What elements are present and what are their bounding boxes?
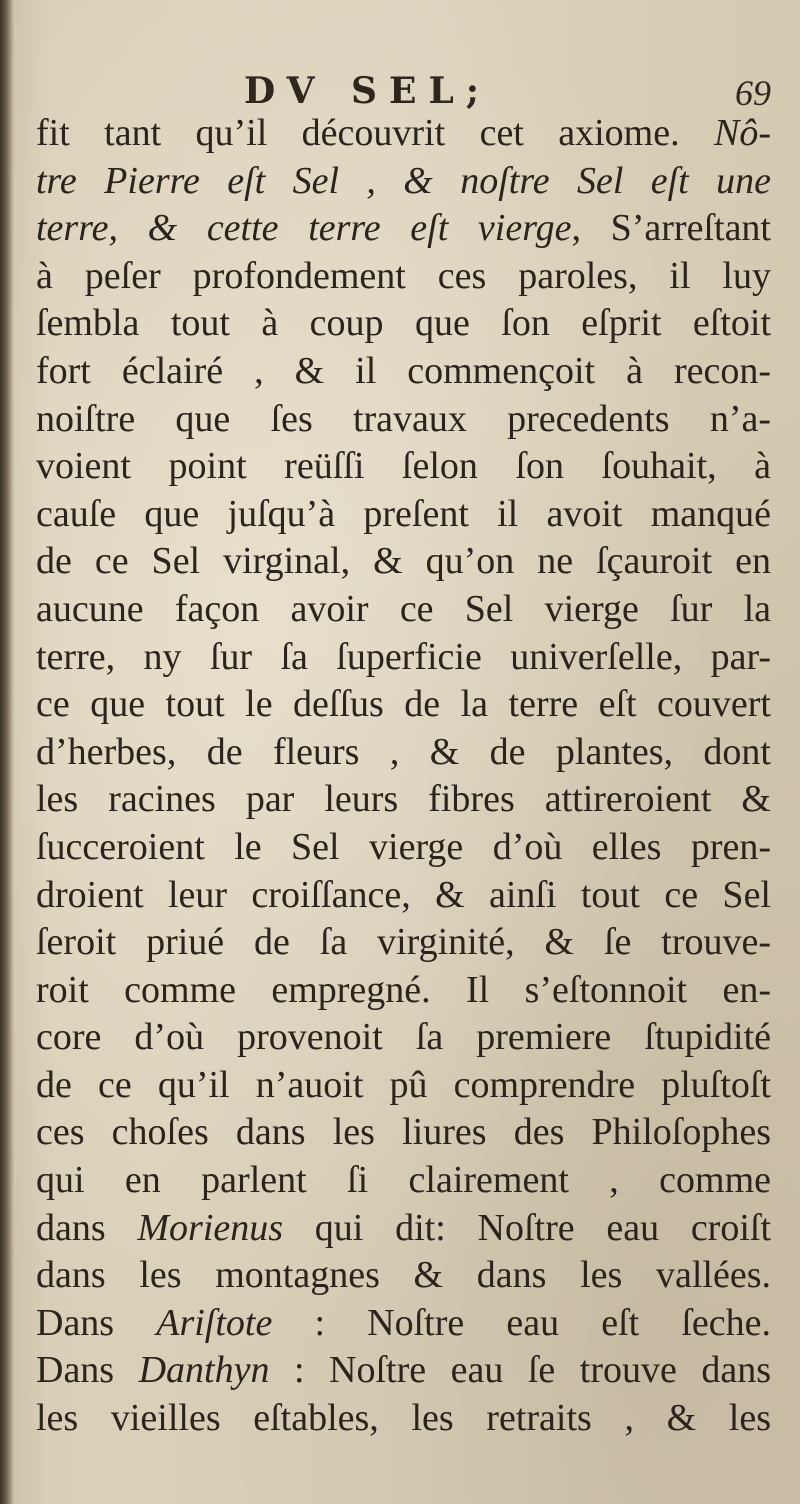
text-segment: qui en parlent ſi clairement , comme xyxy=(36,1159,771,1202)
text-line xyxy=(36,205,771,253)
text-segment: core d’où provenoit ſa premiere ſtupidité xyxy=(36,1016,771,1059)
italic-segment: tre Pierre eſt Sel , & noſtre Sel eſt une xyxy=(36,159,771,202)
text-line xyxy=(36,1300,771,1348)
text-line xyxy=(36,681,771,729)
text-segment: les vieilles eſtables, les retraits , & les xyxy=(36,1397,771,1440)
text-line xyxy=(36,1205,771,1253)
running-title: DV SEL; xyxy=(244,70,492,112)
binding-gutter xyxy=(0,0,14,1504)
text-line xyxy=(36,110,771,158)
text-segment: : Noſtre eau eſt ſeche. xyxy=(272,1301,771,1344)
text-segment: ſeroit priué de ſa virginité, & ſe trouve- xyxy=(36,921,771,964)
text-segment: dans xyxy=(36,1206,138,1249)
body-text xyxy=(36,110,771,1443)
text-segment: fort éclairé , & il commençoit à recon- xyxy=(36,349,771,392)
text-line xyxy=(36,348,771,396)
text-line xyxy=(36,443,771,491)
text-segment: droient leur croiſſance, & ainſi tout ce Sel xyxy=(36,873,771,916)
text-line xyxy=(36,1347,771,1395)
text-line xyxy=(36,776,771,824)
text-segment: les racines par leurs fibres attireroient & xyxy=(36,778,771,821)
text-line xyxy=(36,538,771,586)
text-segment: Dans xyxy=(36,1301,157,1344)
text-line xyxy=(36,300,771,348)
text-line xyxy=(36,1252,771,1300)
italic-segment: terre, & cette terre eſt vierge xyxy=(36,207,572,250)
text-line xyxy=(36,729,771,777)
text-segment: ce que tout le deſſus de la terre eſt couvert xyxy=(36,683,771,726)
text-line xyxy=(36,1062,771,1110)
text-line xyxy=(36,872,771,920)
page-number: 69 xyxy=(735,73,771,113)
text-segment: noiſtre que ſes travaux precedents n’a- xyxy=(36,397,771,440)
text-line xyxy=(36,967,771,1015)
text-segment: ſembla tout à coup que ſon eſprit eſtoit xyxy=(36,302,771,345)
text-segment: Dans xyxy=(36,1349,139,1392)
text-line xyxy=(36,1395,771,1443)
text-line xyxy=(36,1157,771,1205)
italic-segment: Danthyn xyxy=(138,1349,270,1392)
text-segment: de ce qu’il n’auoit pû comprendre pluſtoſt xyxy=(36,1063,771,1106)
text-segment: roit comme empregné. Il s’eſtonnoit en- xyxy=(36,968,771,1011)
text-line xyxy=(36,253,771,301)
text-segment: voient point reüſſi ſelon ſon ſouhait, à xyxy=(36,445,771,488)
text-line xyxy=(36,634,771,682)
italic-segment: Nô- xyxy=(714,112,771,154)
text-segment: : Noſtre eau ſe trouve dans xyxy=(269,1349,771,1392)
text-line xyxy=(36,1109,771,1157)
text-segment: terre, ny ſur ſa ſuperficie univerſelle, par- xyxy=(36,635,771,678)
text-segment: fit tant qu’il découvrit cet axiome. xyxy=(36,112,714,154)
text-line xyxy=(36,491,771,539)
text-line xyxy=(36,158,771,206)
text-segment: d’herbes, de fleurs , & de plantes, dont xyxy=(36,730,771,773)
text-segment: qui dit: Noſtre eau croiſt xyxy=(283,1206,771,1249)
text-line xyxy=(36,824,771,872)
text-segment: ces choſes dans les liures des Philoſophes xyxy=(36,1111,771,1154)
text-line xyxy=(36,1014,771,1062)
text-line xyxy=(36,396,771,444)
text-line xyxy=(36,586,771,634)
text-segment: ſucceroient le Sel vierge d’où elles pren- xyxy=(36,825,771,868)
text-segment: aucune façon avoir ce Sel vierge ſur la xyxy=(36,587,771,630)
text-segment: à peſer profondement ces paroles, il luy xyxy=(36,254,771,297)
text-segment: dans les montagnes & dans les vallées. xyxy=(36,1254,771,1297)
text-segment: , S’arreſtant xyxy=(571,207,771,250)
italic-segment: Ariſtote xyxy=(156,1301,273,1344)
text-line xyxy=(36,919,771,967)
text-segment: de ce Sel virginal, & qu’on ne ſçauroit en xyxy=(36,540,771,583)
italic-segment: Morienus xyxy=(137,1206,284,1249)
text-segment: cauſe que juſqu’à preſent il avoit manqué xyxy=(36,492,771,535)
